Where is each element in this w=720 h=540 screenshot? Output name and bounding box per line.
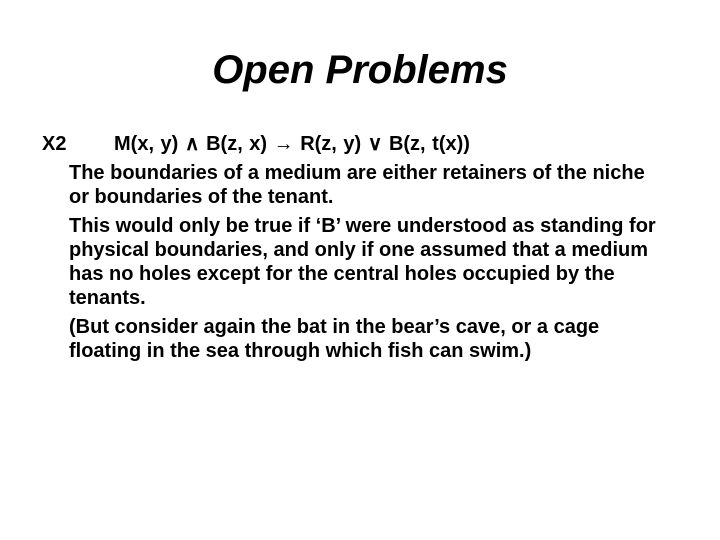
- formula: M(x, y) ∧ B(z, x) → R(z, y) ∨ B(z, t(x)): [114, 133, 470, 155]
- slide-body: [42, 132, 682, 363]
- slide-title: Open Problems: [212, 48, 508, 92]
- formula-line: [42, 132, 682, 156]
- paragraph-physical-boundaries: This would only be true if ‘B’ were understood as standing for physical boundaries, and only if one assumed that a medium has no holes except for the central holes occupied by the tenants.: [69, 215, 656, 309]
- paragraph-boundaries: The boundaries of a medium are either retainers of the niche or boundaries of the tenant.: [69, 162, 645, 208]
- paragraph-bat-example: (But consider again the bat in the bear’s cave, or a cage floating in the sea through which fish can swim.): [69, 316, 600, 362]
- formula-label: X2: [42, 133, 67, 155]
